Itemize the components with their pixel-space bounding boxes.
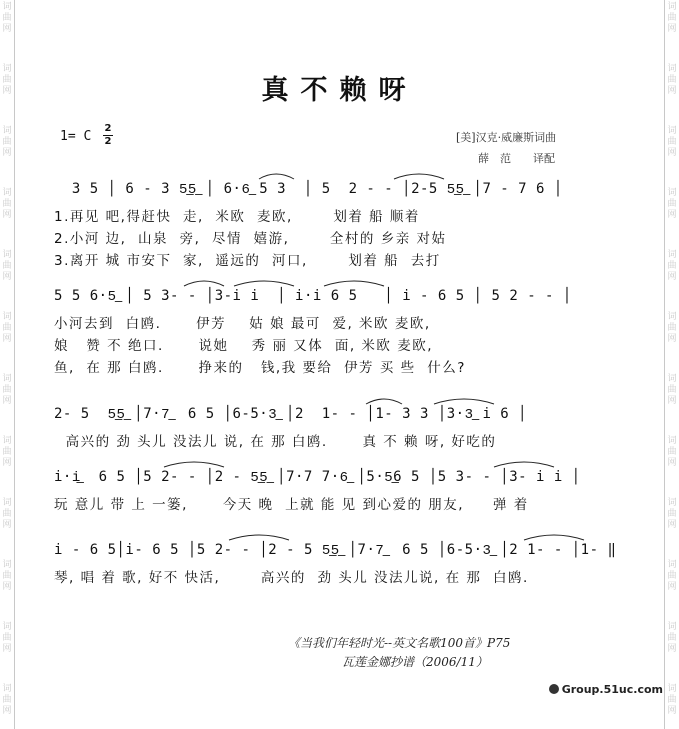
watermark-text: 词 曲 网 bbox=[2, 250, 12, 282]
meter-bottom: 2 bbox=[104, 136, 112, 147]
lyric-line-1: 高兴的 劲 头儿 没法儿 说, 在 那 白鸥. 真 不 赖 呀, 好吃的 bbox=[54, 434, 497, 450]
time-signature bbox=[103, 124, 113, 147]
watermark-text: 词 曲 网 bbox=[667, 188, 677, 220]
transcriber-note: 瓦莲金娜抄谱（2006/11） bbox=[342, 655, 488, 669]
notation-line: i·i͟ 6 5 │5 2- - │2 - 5͟5͟ │7·7 7·6͟ │5·5͟6 5 │5 3- - │3- i i │ bbox=[54, 469, 581, 485]
lyric-line-1: 1.再见 吧,得赶快 走, 米欧 麦欧, 划着 船 顺着 bbox=[54, 209, 420, 225]
lyric-line-2: 2.小河 边, 山泉 旁, 尽情 嬉游, 全村的 乡亲 对姑 bbox=[54, 231, 447, 247]
watermark-text: 词 曲 网 bbox=[2, 374, 12, 406]
lyric-line-1: 玩 意儿 带 上 一篓, 今天 晚 上就 能 见 到心爱的 朋友, 弹 着 bbox=[54, 497, 529, 513]
watermark-text: 词 曲 网 bbox=[667, 126, 677, 158]
site-logo bbox=[549, 683, 663, 696]
watermark-text: 词 曲 网 bbox=[667, 560, 677, 592]
watermark-text: 词 曲 网 bbox=[667, 64, 677, 96]
watermark-text: 词 曲 网 bbox=[2, 498, 12, 530]
watermark-text: 词 曲 网 bbox=[2, 560, 12, 592]
slur-marks bbox=[54, 528, 624, 542]
watermark-text: 词 曲 网 bbox=[667, 622, 677, 654]
lyric-line-3: 3.离开 城 市安下 家, 遥远的 河口, 划着 船 去打 bbox=[54, 253, 441, 269]
translator-credit: 薛 范 译配 bbox=[478, 152, 555, 165]
logo-icon bbox=[549, 684, 559, 694]
watermark-text: 词 曲 网 bbox=[667, 374, 677, 406]
notation-line: 3 5 │ 6 - 3 5͟5͟ │ 6·6͟ 5 3 │ 5 2 - - │2-5 5͟5͟ │7 - 7 6 │ bbox=[54, 181, 563, 197]
composer-credit: [美]汉克·威廉斯词曲 bbox=[456, 131, 557, 144]
notation-line: 5 5 6·5͟ │ 5 3- - │3-i i │ i·i 6 5 │ i - 6 5 │ 5 2 - - │ bbox=[54, 288, 572, 304]
watermark-text: 词 曲 网 bbox=[2, 622, 12, 654]
watermark-text: 词 曲 网 bbox=[667, 498, 677, 530]
song-title: 真不赖呀 bbox=[261, 75, 418, 106]
slur-marks bbox=[54, 274, 624, 288]
lyric-line-3: 鱼, 在 那 白鸥. 挣来的 钱,我 要给 伊芳 买 些 什么? bbox=[54, 360, 466, 376]
notation-line: 2- 5 5͟5͟ │7·7͟ 6 5 │6-5·3͟ │2 1- - │1- 3 3 │3·3͟ i 6 │ bbox=[54, 406, 528, 422]
source-reference: 《当我们年轻时光--英文名歌100首》P75 bbox=[288, 636, 511, 650]
slur-marks bbox=[54, 455, 624, 469]
watermark-text: 词 曲 网 bbox=[2, 436, 12, 468]
notation-line: i - 6 5│i- 6 5 │5 2- - │2 - 5 5͟5͟ │7·7͟ 6 5 │6-5·3͟ │2 1- - │1- ‖ bbox=[54, 542, 617, 558]
watermark-text: 词 曲 网 bbox=[667, 2, 677, 34]
lyric-line-2: 娘 赞 不 绝口. 说她 秀 丽 又体 面, 米欧 麦欧, bbox=[54, 338, 433, 354]
lyric-line-1: 小河去到 白鸥. 伊芳 姑 娘 最可 爱, 米欧 麦欧, bbox=[54, 316, 431, 332]
watermark-text: 词 曲 网 bbox=[2, 64, 12, 96]
watermark-text: 词 曲 网 bbox=[2, 126, 12, 158]
meter-top: 2 bbox=[104, 123, 112, 134]
logo-text: Group.51uc.com bbox=[561, 683, 663, 696]
watermark-text: 词 曲 网 bbox=[667, 684, 677, 716]
watermark-text: 词 曲 网 bbox=[667, 250, 677, 282]
lyric-line-1: 琴, 唱 着 歌, 好不 快活, 高兴的 劲 头儿 没法儿说, 在 那 白鸥. bbox=[54, 570, 529, 586]
watermark-text: 词 曲 网 bbox=[667, 312, 677, 344]
watermark-text: 词 曲 网 bbox=[2, 312, 12, 344]
key-signature: 1= C bbox=[60, 129, 92, 144]
watermark-text: 词 曲 网 bbox=[667, 436, 677, 468]
watermark-text: 词 曲 网 bbox=[2, 2, 12, 34]
watermark-text: 词 曲 网 bbox=[2, 188, 12, 220]
slur-marks bbox=[54, 167, 624, 181]
watermark-text: 词 曲 网 bbox=[2, 684, 12, 716]
slur-marks bbox=[54, 392, 624, 406]
